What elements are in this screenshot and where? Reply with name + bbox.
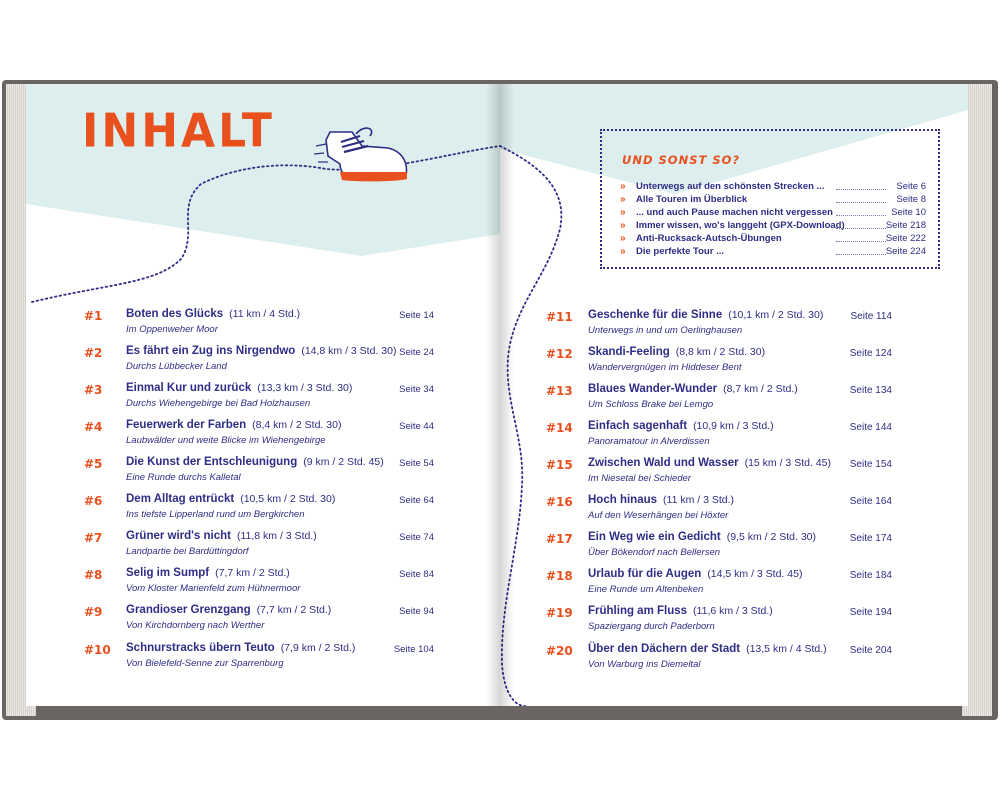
tour-number: #2 <box>84 346 103 360</box>
tour-title <box>588 346 765 358</box>
tour-number: #15 <box>546 458 573 472</box>
toc-entry <box>84 419 434 453</box>
tour-stats: (11,6 km / 3 Std.) <box>693 605 773 617</box>
tour-page-number: Seite 154 <box>849 459 892 470</box>
tour-subtitle: Wandervergnügen im Hiddeser Bent <box>588 362 742 373</box>
tour-title-text: Hoch hinaus <box>588 494 658 506</box>
tour-title <box>126 382 352 394</box>
tour-title <box>588 494 734 506</box>
toc-entry <box>84 604 434 638</box>
tour-page-number: Seite 64 <box>399 495 434 506</box>
more-info-item <box>620 233 926 246</box>
tour-page-number: Seite 174 <box>849 533 892 544</box>
tour-subtitle: Auf den Weserhängen bei Höxter <box>588 510 729 521</box>
tour-page-number: Seite 194 <box>849 607 892 618</box>
toc-entry <box>546 383 892 417</box>
toc-entry <box>84 345 434 379</box>
tour-title <box>126 308 300 320</box>
double-chevron-icon: » <box>620 207 626 218</box>
tour-stats: (15 km / 3 Std. 45) <box>744 457 831 469</box>
tour-stats: (11,8 km / 3 Std.) <box>236 530 317 542</box>
toc-entry <box>84 493 434 527</box>
more-info-heading: UND SONST SO? <box>622 153 741 167</box>
tour-title-text: Schnurstracks übern Teuto <box>126 642 275 654</box>
double-chevron-icon: » <box>620 181 626 192</box>
tour-title-text: Geschenke für die Sinne <box>588 309 723 321</box>
more-info-page: Seite 218 <box>885 220 926 231</box>
tour-stats: (10,1 km / 2 Std. 30) <box>728 309 824 321</box>
tour-stats: (8,8 km / 2 Std. 30) <box>675 346 766 358</box>
tour-title-text: Skandi-Feeling <box>588 346 670 358</box>
toc-entry <box>84 308 434 342</box>
tour-title <box>126 604 331 616</box>
dot-leader <box>836 241 886 242</box>
tour-title-text: Ein Weg wie ein Gedicht <box>588 531 721 543</box>
dot-leader <box>836 228 886 229</box>
tour-subtitle: Um Schloss Brake bei Lemgo <box>588 399 714 410</box>
tour-page-number: Seite 204 <box>849 645 892 656</box>
tour-number: #13 <box>546 384 573 398</box>
tour-subtitle: Eine Runde durchs Kalletal <box>126 472 241 483</box>
tour-title-text: Über den Dächern der Stadt <box>588 643 741 655</box>
toc-entry <box>84 456 434 490</box>
right-page <box>500 84 968 706</box>
left-page <box>26 84 500 706</box>
tour-subtitle: Laubwälder und weite Blicke im Wiehengebirge <box>126 435 326 446</box>
more-info-page: Seite 224 <box>885 246 926 257</box>
tour-subtitle: Durchs Lübbecker Land <box>126 361 227 372</box>
dot-leader <box>836 189 886 190</box>
tour-page-number: Seite 44 <box>399 421 434 432</box>
tour-stats: (7,9 km / 2 Std.) <box>280 642 356 654</box>
tour-subtitle: Panoramatour in Alverdissen <box>588 436 710 447</box>
tour-number: #8 <box>84 568 103 582</box>
tour-stats: (9 km / 2 Std. 45) <box>303 456 384 468</box>
tour-title-text: Grüner wird's nicht <box>126 530 231 542</box>
tour-subtitle: Spaziergang durch Paderborn <box>588 621 715 632</box>
more-info-title: ... und auch Pause machen nicht vergessen <box>636 207 833 218</box>
tour-number: #17 <box>546 532 573 546</box>
book-gutter-shadow <box>486 84 514 706</box>
tour-page-number: Seite 124 <box>849 348 892 359</box>
more-info-page: Seite 8 <box>896 194 926 205</box>
tour-number: #9 <box>84 605 103 619</box>
dot-leader <box>836 254 886 255</box>
tour-stats: (10,5 km / 2 Std. 30) <box>240 493 336 505</box>
more-info-list <box>620 181 926 259</box>
tour-subtitle: Landpartie bei Bardüttingdorf <box>126 546 249 557</box>
toc-entry <box>546 531 892 565</box>
tour-stats: (7,7 km / 2 Std.) <box>256 604 332 616</box>
toc-entry <box>546 643 892 677</box>
dot-leader <box>836 202 886 203</box>
tour-stats: (8,7 km / 2 Std.) <box>723 383 798 395</box>
toc-entry <box>84 530 434 564</box>
toc-entry <box>546 309 892 343</box>
dot-leader <box>836 215 886 216</box>
tour-number: #10 <box>84 643 111 657</box>
tour-title <box>588 420 774 432</box>
tour-title <box>126 419 341 431</box>
tour-title <box>588 383 798 395</box>
tour-page-number: Seite 114 <box>850 311 892 322</box>
toc-entry <box>546 457 892 491</box>
more-info-title: Anti-Rucksack-Autsch-Übungen <box>636 233 782 244</box>
tour-title <box>588 643 827 655</box>
tour-title <box>588 531 816 543</box>
more-info-item <box>620 194 926 207</box>
tour-page-number: Seite 134 <box>849 385 892 396</box>
tour-subtitle: Im Niesetal bei Schieder <box>588 473 691 484</box>
more-info-title: Unterwegs auf den schönsten Strecken ... <box>636 181 825 192</box>
tour-title <box>126 493 335 505</box>
toc-entry <box>546 494 892 528</box>
more-info-page: Seite 6 <box>896 181 926 192</box>
tour-stats: (9,5 km / 2 Std. 30) <box>726 531 816 543</box>
tour-stats: (13,5 km / 4 Std.) <box>746 643 827 655</box>
tour-stats: (14,5 km / 3 Std. 45) <box>707 568 803 580</box>
tour-subtitle: Durchs Wiehengebirge bei Bad Holzhausen <box>126 398 311 409</box>
toc-entry <box>546 346 892 380</box>
more-info-item <box>620 181 926 194</box>
toc-entry <box>84 567 434 601</box>
tour-title <box>588 457 831 469</box>
toc-entry <box>84 642 434 676</box>
tour-page-number: Seite 34 <box>399 384 434 395</box>
tour-stats: (11 km / 3 Std.) <box>663 494 735 506</box>
tour-title-text: Einmal Kur und zurück <box>126 382 252 394</box>
tour-page-number: Seite 24 <box>399 347 434 358</box>
tour-page-number: Seite 104 <box>393 644 434 655</box>
more-info-item <box>620 220 926 233</box>
tour-title <box>126 642 355 654</box>
more-info-title: Alle Touren im Überblick <box>636 194 748 205</box>
tour-stats: (14,8 km / 3 Std. 30) <box>301 345 397 357</box>
tour-page-number: Seite 94 <box>399 606 434 617</box>
tour-subtitle: Von Bielefeld-Senne zur Sparrenburg <box>126 658 284 669</box>
tour-title-text: Grandioser Grenzgang <box>126 604 251 616</box>
tour-number: #16 <box>546 495 573 509</box>
tour-number: #19 <box>546 606 573 620</box>
tour-number: #6 <box>84 494 103 508</box>
tour-stats: (7,7 km / 2 Std.) <box>215 567 290 579</box>
tour-subtitle: Eine Runde um Altenbeken <box>588 584 704 595</box>
page-title: INHALT <box>82 104 275 159</box>
more-info-box <box>600 129 940 269</box>
toc-entry <box>546 568 892 602</box>
tour-title-text: Die Kunst der Entschleunigung <box>126 456 298 468</box>
tour-number: #7 <box>84 531 103 545</box>
tour-title-text: Boten des Glücks <box>126 308 224 320</box>
tour-page-number: Seite 164 <box>849 496 892 507</box>
tour-page-number: Seite 54 <box>399 458 434 469</box>
more-info-item <box>620 207 926 220</box>
tour-subtitle: Unterwegs in und um Oerlinghausen <box>588 325 743 336</box>
tour-number: #18 <box>546 569 573 583</box>
more-info-page: Seite 10 <box>891 207 926 218</box>
tour-page-number: Seite 14 <box>399 310 434 321</box>
tour-title-text: Blaues Wander-Wunder <box>588 383 718 395</box>
toc-entry <box>546 420 892 454</box>
tour-subtitle: Von Kirchdornberg nach Werther <box>126 620 265 631</box>
more-info-title: Immer wissen, wo's langgeht (GPX-Download) <box>636 220 845 231</box>
tour-subtitle: Vom Kloster Marienfeld zum Hühnermoor <box>126 583 301 594</box>
tour-page-number: Seite 144 <box>849 422 892 433</box>
tour-title <box>588 568 802 580</box>
more-info-item <box>620 246 926 259</box>
tour-title <box>126 567 290 579</box>
tour-title <box>126 456 384 468</box>
tour-page-number: Seite 74 <box>399 532 434 543</box>
tour-stats: (10,9 km / 3 Std.) <box>693 420 774 432</box>
tour-subtitle: Über Bökendorf nach Bellersen <box>588 547 721 558</box>
tour-number: #12 <box>546 347 573 361</box>
tour-subtitle: Von Warburg ins Diemeltal <box>588 659 701 670</box>
tour-subtitle: Im Oppenweher Moor <box>126 324 218 335</box>
tour-title <box>588 309 823 321</box>
tour-title-text: Feuerwerk der Farben <box>126 419 247 431</box>
tour-title-text: Urlaub für die Augen <box>588 568 702 580</box>
tour-title <box>126 530 317 542</box>
tour-number: #20 <box>546 644 573 658</box>
tour-number: #3 <box>84 383 103 397</box>
tour-title-text: Frühling am Fluss <box>588 605 688 617</box>
tour-number: #5 <box>84 457 103 471</box>
double-chevron-icon: » <box>620 194 626 205</box>
tour-page-number: Seite 84 <box>399 569 434 580</box>
tour-number: #14 <box>546 421 573 435</box>
tour-title <box>588 605 773 617</box>
more-info-page: Seite 222 <box>885 233 926 244</box>
toc-entry <box>84 382 434 416</box>
tour-number: #4 <box>84 420 103 434</box>
more-info-title: Die perfekte Tour ... <box>636 246 724 257</box>
tour-stats: (8,4 km / 2 Std. 30) <box>252 419 342 431</box>
tour-subtitle: Ins tiefste Lipperland rund um Bergkirchen <box>126 509 305 520</box>
toc-entry <box>546 605 892 639</box>
tour-title-text: Einfach sagenhaft <box>588 420 688 432</box>
tour-number: #1 <box>84 309 103 323</box>
double-chevron-icon: » <box>620 246 626 257</box>
double-chevron-icon: » <box>620 233 626 244</box>
tour-title-text: Es fährt ein Zug ins Nirgendwo <box>126 345 296 357</box>
tour-title-text: Selig im Sumpf <box>126 567 210 579</box>
tour-title-text: Zwischen Wald und Wasser <box>588 457 739 469</box>
tour-stats: (11 km / 4 Std.) <box>229 308 301 320</box>
tour-title-text: Dem Alltag entrückt <box>126 493 235 505</box>
tour-page-number: Seite 184 <box>849 570 892 581</box>
double-chevron-icon: » <box>620 220 626 231</box>
tour-title <box>126 345 396 357</box>
tour-number: #11 <box>546 310 573 324</box>
tour-stats: (13,3 km / 3 Std. 30) <box>257 382 353 394</box>
